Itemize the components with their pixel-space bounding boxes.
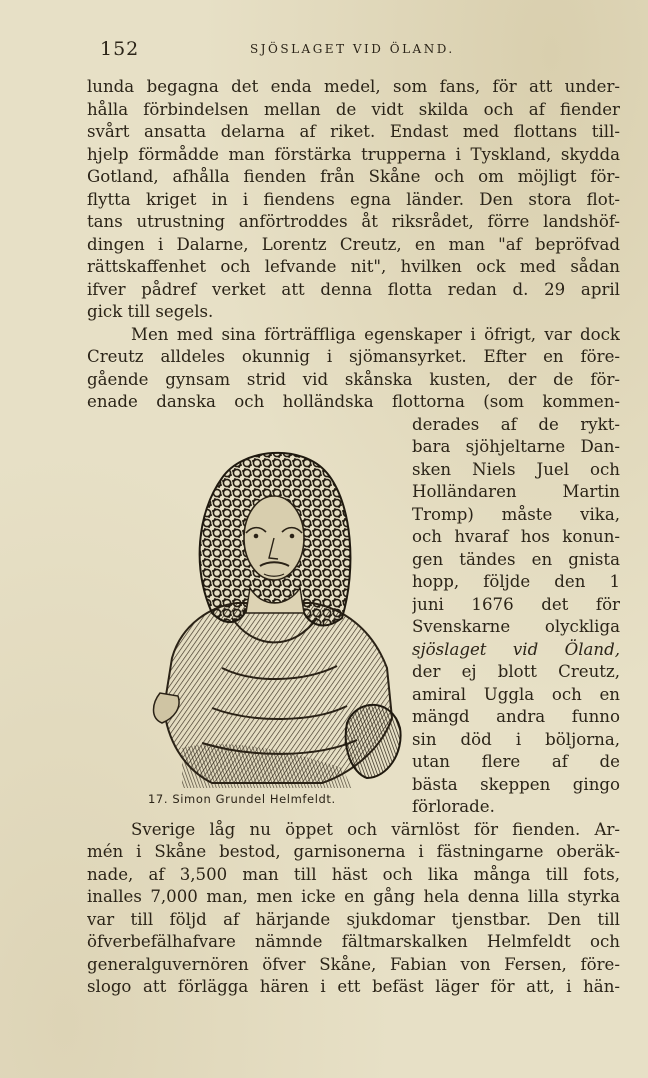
side-line: sken Niels Juel och [412,459,620,479]
body-line: rättskaffenhet och lefvande nit", hvilken ock med sådan [87,257,620,276]
side-line: amiral Uggla och en [412,684,620,704]
body-line: Gotland, afhålla fienden från Skåne och om möjligt för- [87,167,620,186]
side-line: der ej blott Creutz, [412,662,620,681]
side-line: Holländaren Martin [412,482,620,501]
body-line: ifver pådref verket att denna flotta redan d. 29 april [87,279,620,299]
side-line: utan flere af de [412,752,620,771]
page-header [100,38,550,60]
side-line: gen tändes en gnista [412,549,620,569]
body-line: slogo att förlägga hären i ett befäst läger för att, i hän- [87,977,620,996]
side-line: och hvaraf hos konun- [412,527,620,546]
side-line: mängd andra funno [412,707,620,726]
side-line: sin död i böljorna, [412,729,620,749]
figure-caption: 17. Simon Grundel Helmfeldt. [148,792,336,806]
body-line: hålla förbindelsen mellan de vidt skilda och af fiender [87,99,620,119]
body-line: flytta kriget in i fiendens egna länder. Den stora flot- [87,189,620,209]
body-line: dingen i Dalarne, Lorentz Creutz, en man "af bepröfvad [87,234,620,254]
side-line: Tromp) måste vika, [412,504,620,524]
body-line: var till följd af härjande sjukdomar tjenstbar. Den till [87,909,620,929]
body-line: gående gynsam strid vid skånska kusten, der de för- [87,369,620,389]
side-line: bästa skeppen gingo [412,774,620,794]
body-line: Sverige låg nu öppet och värnlöst för fienden. Ar- [131,819,620,839]
body-line: generalguvernören öfver Skåne, Fabian von Fersen, före- [87,954,620,974]
body-line: Creutz alldeles okunnig i sjömansyrket. Efter en före- [87,347,620,366]
body-line: Men med sina förträffliga egenskaper i öfrigt, var dock [131,324,620,344]
body-line: inalles 7,000 man, men icke en gång hela denna lilla styrka [87,887,620,906]
body-line: öfverbefälhafvare nämnde fältmarskalken Helmfeldt och [87,932,620,951]
portrait-engraving [142,418,404,790]
side-line: Svenskarne olyckliga [412,617,620,636]
side-line: bara sjöhjeltarne Dan- [412,437,620,456]
body-line: svårt ansatta delarna af riket. Endast med flottans till- [87,122,620,141]
body-line: gick till segels. [87,302,214,321]
running-title: SJÖSLAGET VID ÖLAND. [250,42,455,56]
body-line: enade danska och holländska flottorna (som kommen- [87,392,620,411]
body-line: tans utrustning anförtroddes åt riksrådet, förre landshöf- [87,212,620,231]
body-line: hjelp förmådde man förstärka trupperna i Tyskland, skydda [87,144,620,164]
body-line: mén i Skåne bestod, garnisonerna i fästningarne oberäk- [87,842,620,861]
body-line: lunda begagna det enda medel, som fans, för att under- [87,77,620,96]
page-number: 152 [100,38,140,60]
side-line: juni 1676 det för [412,594,620,614]
side-line: hopp, följde den 1 [412,572,620,591]
side-line: förlorade. [412,797,495,816]
body-line: nade, af 3,500 man till häst och lika många till fots, [87,864,620,884]
side-line: sjöslaget vid Öland, [412,639,620,659]
side-line: derades af de rykt- [412,414,620,434]
